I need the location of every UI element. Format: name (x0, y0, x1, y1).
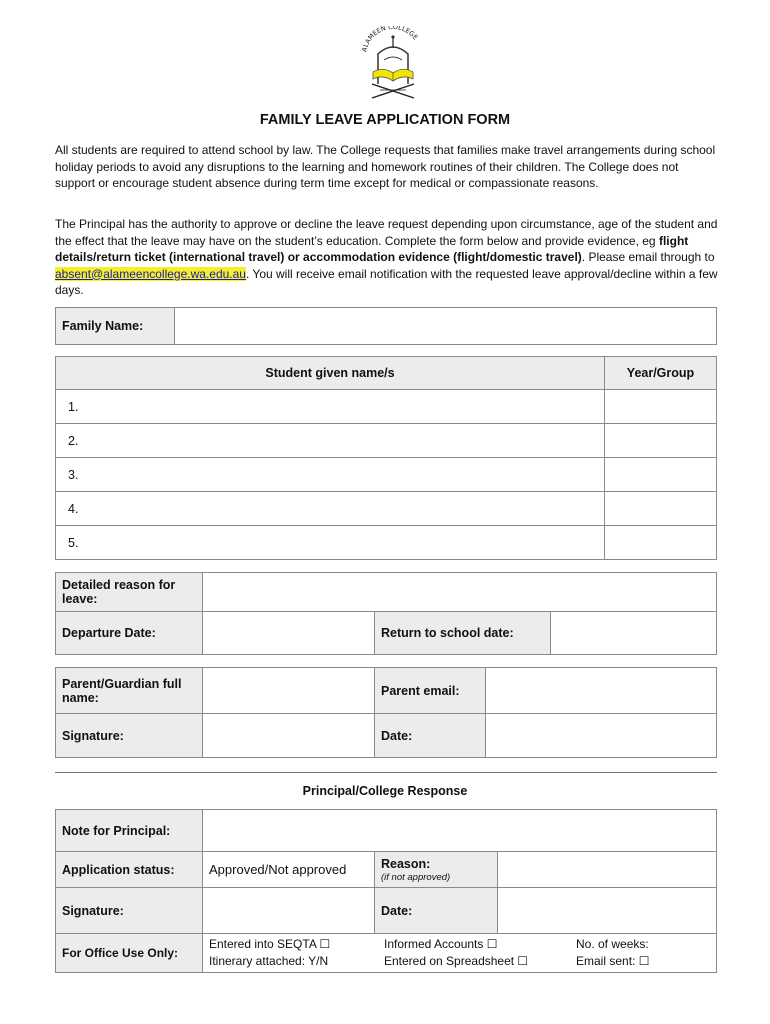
section-divider (55, 772, 717, 773)
principal-date-label: Date: (375, 888, 498, 934)
reason-note: (if not approved) (381, 871, 451, 883)
student-row-label[interactable]: 5. (56, 526, 605, 560)
parent-details-table (55, 667, 717, 758)
office-use-checklist (203, 934, 717, 973)
return-date-label: Return to school date: (375, 612, 551, 655)
departure-date-label: Departure Date: (56, 612, 203, 655)
svg-text:ALAMEEN COLLEGE: ALAMEEN COLLEGE (360, 26, 420, 53)
year-group-field[interactable] (605, 424, 717, 458)
reason-field[interactable] (203, 573, 717, 612)
accounts-checkbox[interactable]: Informed Accounts ☐ (384, 937, 498, 951)
college-logo (358, 26, 428, 104)
family-name-table (55, 307, 717, 345)
intro-paragraph-2 (55, 216, 720, 299)
departure-date-field[interactable] (203, 612, 375, 655)
principal-signature-label: Signature: (56, 888, 203, 934)
year-group-field[interactable] (605, 492, 717, 526)
reason-label: Reason: (381, 856, 431, 871)
leave-details-table (55, 572, 717, 655)
reason-cell (375, 852, 498, 888)
intro-text-b: . Please email through to (581, 250, 715, 264)
year-group-field[interactable] (605, 526, 717, 560)
parent-date-field[interactable] (486, 714, 717, 758)
response-reason-field[interactable] (498, 852, 717, 888)
return-date-field[interactable] (551, 612, 717, 655)
intro-paragraph-1: All students are required to attend school by law. The College requests that families make travel arrangements during school holiday periods to avoid any disruptions to the learning and homework routines of their children. The College does not support or encourage student absence during term time except for medical or compassionate reasons. (55, 143, 716, 190)
student-row-label[interactable]: 4. (56, 492, 605, 526)
note-field[interactable] (203, 810, 717, 852)
year-group-header: Year/Group (605, 357, 717, 390)
spreadsheet-checkbox[interactable]: Entered on Spreadsheet ☐ (384, 954, 529, 968)
intro-text-a: The Principal has the authority to approve or decline the leave request depending upon circumstance, age of the student and the effect that the leave may have on the student’s education. Complete the form below and provide evidence, eg (55, 217, 718, 248)
status-label: Application status: (56, 852, 203, 888)
evidence-requirement: flight details/return ticket (international travel) or accommodation evidence (flight/domestic travel) (55, 233, 689, 264)
parent-name-field[interactable] (203, 668, 375, 714)
reason-label: Detailed reason for leave: (56, 573, 203, 612)
seqta-checkbox[interactable]: Entered into SEQTA ☐ (209, 937, 331, 951)
student-row-label[interactable]: 2. (56, 424, 605, 458)
student-row-label[interactable]: 3. (56, 458, 605, 492)
response-title: Principal/College Response (302, 784, 468, 798)
family-name-label: Family Name: (56, 308, 175, 345)
family-name-field[interactable] (175, 308, 717, 345)
office-use-table (55, 933, 717, 973)
form-title: FAMILY LEAVE APPLICATION FORM (259, 112, 511, 128)
parent-signature-label: Signature: (56, 714, 203, 758)
parent-email-label: Parent email: (375, 668, 486, 714)
principal-response-table (55, 809, 717, 934)
absent-email-link[interactable]: absent@alameencollege.wa.edu.au (55, 266, 246, 281)
students-table (55, 356, 717, 560)
note-label: Note for Principal: (56, 810, 203, 852)
year-group-field[interactable] (605, 458, 717, 492)
email-sent-checkbox[interactable]: Email sent: ☐ (576, 954, 650, 968)
principal-signature-field[interactable] (203, 888, 375, 934)
parent-date-label: Date: (375, 714, 486, 758)
itinerary-attached[interactable]: Itinerary attached: Y/N (209, 954, 329, 968)
year-group-field[interactable] (605, 390, 717, 424)
status-value[interactable]: Approved/Not approved (203, 852, 375, 888)
office-use-label: For Office Use Only: (56, 934, 203, 973)
student-row-label[interactable]: 1. (56, 390, 605, 424)
parent-email-field[interactable] (486, 668, 717, 714)
intro-text-c: . You will receive email notification with the requested leave approval/decline within a few days. (55, 266, 718, 297)
student-name-header: Student given name/s (56, 357, 605, 390)
parent-signature-field[interactable] (203, 714, 375, 758)
weeks-count[interactable]: No. of weeks: (576, 937, 649, 951)
parent-name-label: Parent/Guardian full name: (56, 668, 203, 714)
principal-date-field[interactable] (498, 888, 717, 934)
